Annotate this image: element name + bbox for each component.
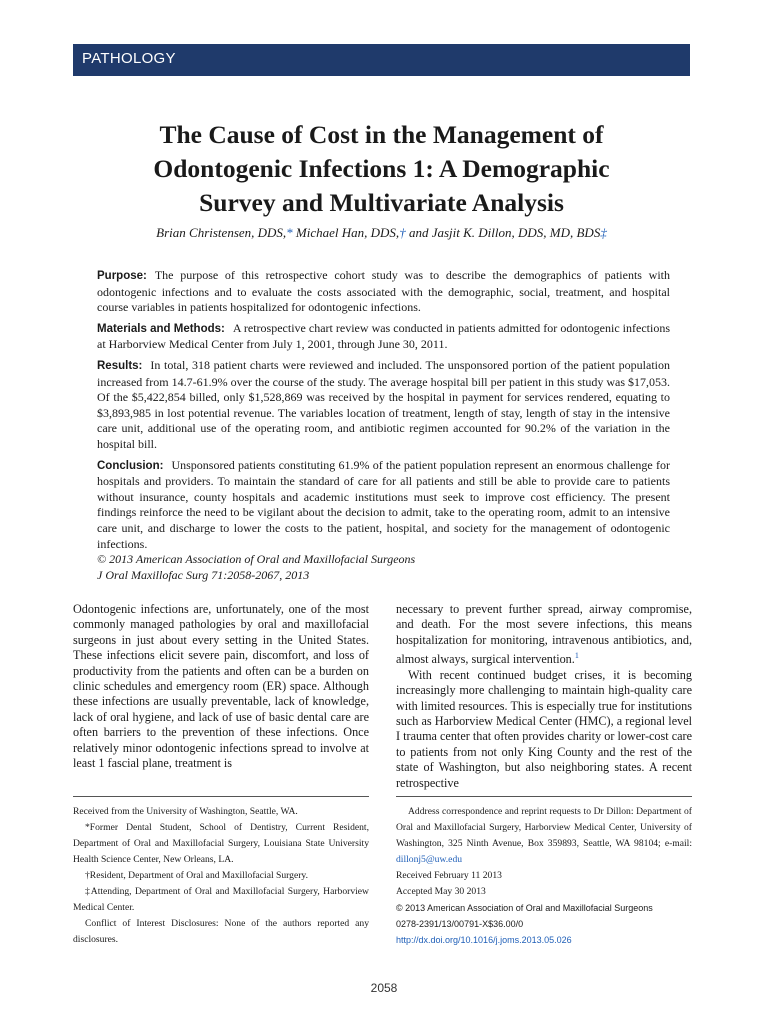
correspondence-address: Address correspondence and reprint requests to Dr Dillon: Department of Oral and Maxillofacial Surgery, Harborview Medical Center, University of Washington, 325 Ninth Avenue, Box 359893, Seattle, WA 98104; e-mail:	[396, 806, 692, 849]
reference-link[interactable]: 1	[574, 651, 579, 661]
title-line-1: The Cause of Cost in the Management of	[159, 120, 604, 149]
author-3-affiliation-link[interactable]: ‡	[600, 225, 607, 240]
footnote-divider-right	[396, 796, 692, 797]
body-text: necessary to prevent further spread, airway compromise, and death. For the most severe infections, this means hospitalization for monitoring, intravenous antibiotics, and, almost always, surgical intervention.	[396, 602, 692, 667]
author-list	[73, 225, 690, 241]
body-paragraph	[396, 602, 692, 668]
affiliation-note-2: †Resident, Department of Oral and Maxillofacial Surgery.	[85, 870, 308, 881]
abstract-conclusion	[97, 458, 670, 553]
title-line-3: Survey and Multivariate Analysis	[199, 188, 564, 217]
purpose-label: Purpose:	[97, 270, 147, 282]
affiliation-note-1: *Former Dental Student, School of Dentistry, Current Resident, Department of Oral and Maxillofacial Surgery, Louisiana State University Health Science Center, New Orleans, LA.	[73, 822, 369, 865]
body-column-right	[396, 602, 692, 791]
footnotes-right	[396, 804, 692, 948]
methods-text: A retrospective chart review was conducted in patients admitted for odontogenic infections at Harborview Medical Center from July 1, 2001, through June 30, 2011.	[97, 320, 670, 352]
received-date: Received February 11 2013	[396, 870, 502, 881]
affiliation-note-3: ‡Attending, Department of Oral and Maxillofacial Surgery, Harborview Medical Center.	[73, 886, 369, 913]
abstract-results	[97, 358, 670, 453]
article-code: 0278-2391/13/00791-X$36.00/0	[396, 919, 524, 929]
email-link[interactable]: dillonj5@uw.edu	[396, 854, 463, 865]
section-banner	[73, 44, 690, 76]
section-label: PATHOLOGY	[82, 50, 176, 67]
body-paragraph: With recent continued budget crises, it is becoming increasingly more challenging to maintain high-quality care with limited resources. This is especially true for institutions such as Harborview Medical Center (HMC), a regional level I trauma center that often provides charity or lower-cost care to patients from not only King County and the rest of the state of Washington, but also neighboring states. A recent retrospective	[396, 667, 692, 790]
author-1-affiliation-link[interactable]: *	[286, 225, 293, 240]
doi-link[interactable]: http://dx.doi.org/10.1016/j.joms.2013.05.026	[396, 935, 572, 945]
purpose-text: The purpose of this retrospective cohort study was to describe the demographics of patients with odontogenic infections and to evaluate the costs associated with the demographic, social, treatment, and hospital course variables in patients hospitalized for odontogenic infections.	[97, 268, 670, 315]
footnote-divider-left	[73, 796, 369, 797]
body-paragraph: Odontogenic infections are, unfortunately, one of the most commonly managed pathologies by oral and maxillofacial surgeons in just about every setting in the United States. These infections elicit severe pain, discomfort, and loss of productivity from the patients and often can be a burden on clinic schedules and emergency room (ER) space. Although these infections are usually preventable, lack of knowledge, lack of oral hygiene, and lack of use of basic dental care are often barriers to the prevention of these infections. Once relatively minor odontogenic infections spread to involve at least 1 fascial plane, treatment is	[73, 602, 369, 771]
page-number: 2058	[370, 981, 398, 995]
methods-label: Materials and Methods:	[97, 322, 225, 335]
conflict-of-interest-note: Conflict of Interest Disclosures: None of the authors reported any disclosures.	[73, 918, 369, 945]
abstract-purpose	[97, 268, 670, 316]
author-2: Michael Han, DDS,	[292, 225, 400, 240]
abstract-copyright: © 2013 American Association of Oral and Maxillofacial Surgeons	[97, 552, 416, 567]
body-column-left	[73, 602, 369, 771]
abstract-methods	[97, 321, 670, 353]
copyright-note: © 2013 American Association of Oral and Maxillofacial Surgeons	[396, 903, 653, 913]
abstract	[97, 268, 670, 583]
results-text: In total, 318 patient charts were reviewed and included. The unsponsored portion of the patient population increased from 14.7-61.9% over the course of the study. The average hospital bill per patient in this study was $17,053. Of the $5,422,854 billed, only $1,528,869 was received by the hospital in payment for services rendered, equating to $3,893,985 in lost potential revenue. The variables location of treatment, length of stay, length of stay in the intensive care unit, additional use of the operating room, and antibiotic regimen accounted for 90.2% of the variation in the hospital bill.	[97, 357, 670, 451]
accepted-date: Accepted May 30 2013	[396, 886, 486, 897]
author-2-affiliation-link[interactable]: †	[399, 225, 406, 240]
footnotes-left	[73, 804, 369, 948]
conclusion-label: Conclusion:	[97, 459, 164, 472]
correspondence-note	[396, 804, 692, 868]
conclusion-text: Unsponsored patients constituting 61.9% of the patient population represent an enormous challenge for hospitals and providers. To maintain the standard of care for all patients and still be able to provide care to patients without insurance, county hospitals and academic institutions must seek to improve cost efficiency. The present findings reinforce the need to be vigilant about the decision to admit, take to the operating room, admit to an intensive care unit, and discharge to lower the costs to the patient, hospital, and society for the management of odontogenic infections.	[97, 457, 670, 551]
author-3: and Jasjit K. Dillon, DDS, MD, BDS	[405, 225, 601, 240]
journal-citation: J Oral Maxillofac Surg 71:2058-2067, 2013	[97, 567, 310, 582]
results-label: Results:	[97, 359, 143, 372]
title-line-2: Odontogenic Infections 1: A Demographic	[153, 154, 610, 183]
author-1: Brian Christensen, DDS,	[156, 225, 287, 240]
received-from-note: Received from the University of Washington, Seattle, WA.	[73, 806, 298, 817]
article-title	[73, 118, 690, 220]
